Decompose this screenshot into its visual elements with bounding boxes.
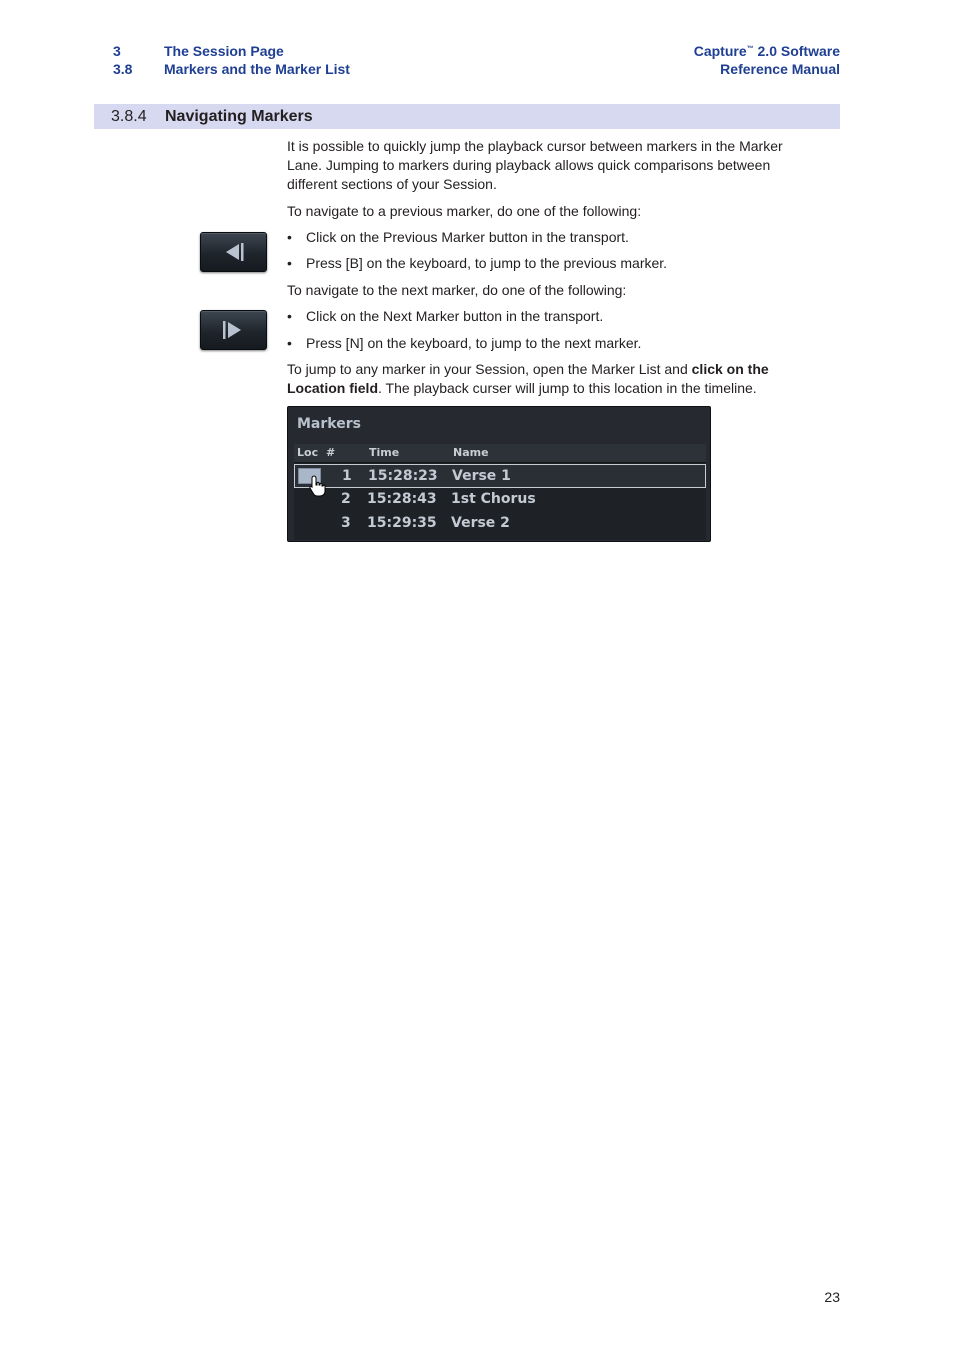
marker-time: 15:28:43 [367, 491, 437, 507]
chapter-number: 3 [113, 43, 121, 59]
markers-panel-title: Markers [297, 416, 361, 432]
bullet-text: Click on the Next Marker button in the transport. [306, 308, 604, 324]
previous-marker-button[interactable] [200, 232, 267, 272]
section-heading-title: Navigating Markers [165, 108, 313, 125]
product-name: Capture [693, 43, 747, 59]
next-marker-button[interactable] [200, 310, 267, 350]
bullet-text: Click on the Previous Marker button in the transport. [306, 229, 629, 245]
marker-name[interactable]: Verse 1 [452, 468, 511, 484]
jump-text-end: . The playback curser will jump to this location in the timeline. [378, 380, 757, 396]
section-heading-bar [94, 104, 840, 129]
chapter-title: The Session Page [164, 43, 284, 59]
column-header-number[interactable]: # [326, 446, 336, 459]
table-row[interactable] [294, 512, 706, 536]
markers-list [294, 444, 706, 540]
page-number: 23 [824, 1289, 840, 1305]
bullet-dot: • [287, 255, 292, 271]
bullet-dot: • [287, 229, 292, 245]
marker-name[interactable]: 1st Chorus [451, 491, 536, 507]
jump-paragraph [287, 360, 807, 398]
jump-text-bold: click on the Location field [287, 361, 769, 396]
section-number: 3.8 [113, 61, 133, 77]
marker-number: 2 [341, 491, 351, 507]
bullet-text: Press [N] on the keyboard, to jump to the next marker. [306, 335, 642, 351]
previous-marker-lead: To navigate to a previous marker, do one of the following: [287, 203, 642, 219]
manual-title: Reference Manual [720, 61, 840, 77]
column-header-loc[interactable]: Loc [297, 446, 319, 459]
marker-name[interactable]: Verse 2 [451, 515, 510, 531]
marker-time: 15:29:35 [367, 515, 437, 531]
intro-paragraph: It is possible to quickly jump the playback cursor between markers in the Marker Lane. Jumping to markers during playback allows quick comparisons between different sections of your Session. [287, 138, 783, 192]
table-row[interactable] [294, 464, 706, 488]
marker-number: 3 [341, 515, 351, 531]
next-marker-icon [201, 311, 266, 349]
marker-time: 15:28:23 [368, 468, 438, 484]
column-header-name[interactable]: Name [453, 446, 489, 459]
trademark-symbol: ™ [746, 45, 754, 53]
bullet-text: Press [B] on the keyboard, to jump to the previous marker. [306, 255, 668, 271]
table-row[interactable] [294, 488, 706, 512]
section-title-header: Markers and the Marker List [164, 61, 350, 77]
product-title [694, 42, 840, 60]
previous-marker-icon [201, 233, 266, 271]
bullet-dot: • [287, 308, 292, 324]
next-marker-lead: To navigate to the next marker, do one of the following: [287, 282, 627, 298]
markers-list-header [294, 444, 706, 463]
bullet-dot: • [287, 335, 292, 351]
section-heading-number: 3.8.4 [111, 108, 147, 125]
column-header-time[interactable]: Time [369, 446, 400, 459]
product-suffix: 2.0 Software [753, 43, 840, 59]
marker-number: 1 [342, 468, 352, 484]
markers-panel [287, 406, 711, 542]
jump-text-start: To jump to any marker in your Session, open the Marker List and [287, 361, 692, 377]
